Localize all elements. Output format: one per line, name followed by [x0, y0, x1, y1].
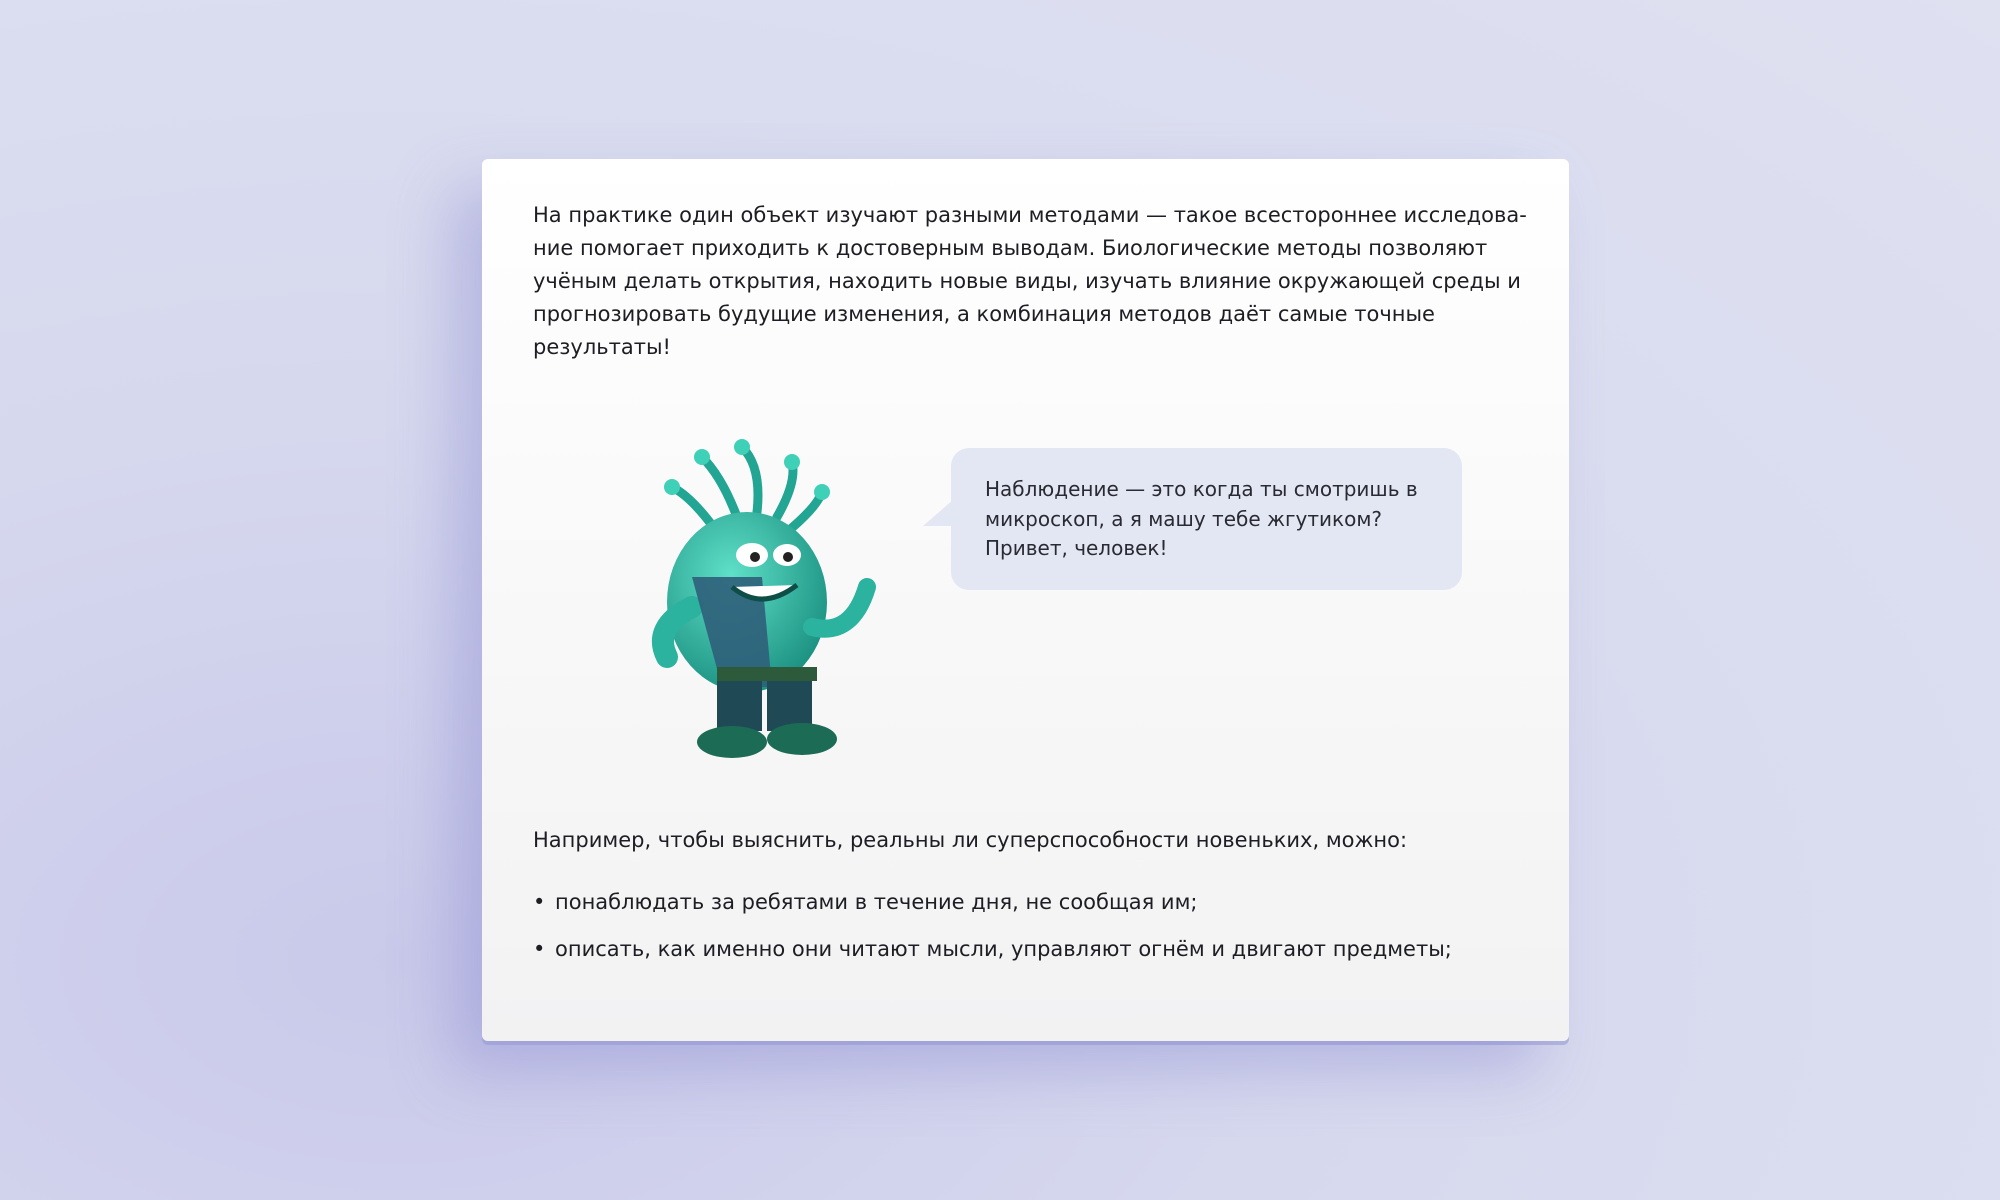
- content-card: [482, 159, 1569, 1041]
- microbe-mascot-illustration: [622, 437, 912, 767]
- speech-bubble: [951, 448, 1462, 590]
- intro-paragraph: На практике один объект изучают разными методами — такое всестороннее исследование помогает приходить к достоверным выводам. Биологические методы позволяют учёным делать открытия, находить новые виды, изучать влияние окружающей среды и прогнозировать будущие изменения, а комбинация методов даёт самые точные результаты!: [533, 203, 1527, 359]
- list-item: • описать, как именно они читают мысли, управляют огнём и двигают предметы;: [533, 934, 1452, 981]
- list-item: • понаблюдать за ребятами в течение дня, не сообщая им;: [533, 887, 1452, 934]
- speech-bubble-text: Наблюдение — это когда ты смотришь в микроскоп, а я машу тебе жгутиком? Привет, человек!: [985, 477, 1418, 560]
- example-intro: Например, чтобы выяснить, реальны ли суперспособности новеньких, можно:: [533, 828, 1408, 852]
- example-list: [533, 887, 1452, 981]
